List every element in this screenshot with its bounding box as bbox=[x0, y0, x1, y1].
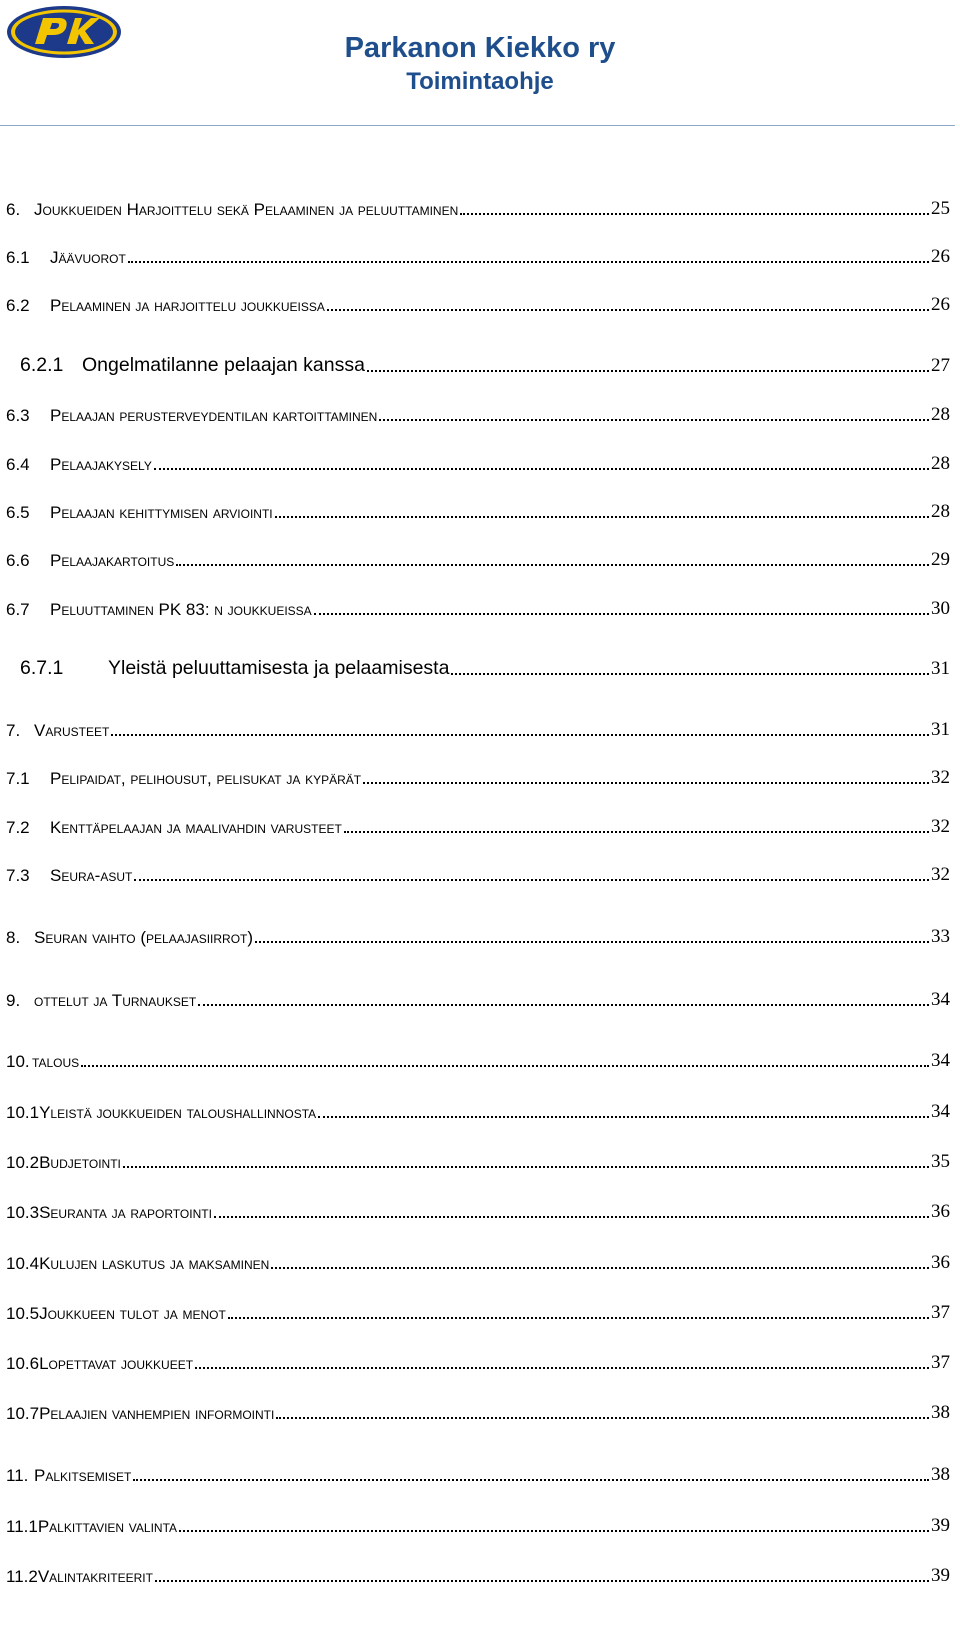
toc-entry-page: 38 bbox=[931, 1402, 950, 1423]
toc-entry-page: 34 bbox=[931, 1101, 950, 1122]
toc-dot-leader bbox=[255, 941, 929, 943]
toc-entry-title: Pelaajakysely bbox=[50, 455, 152, 474]
toc-entry-page: 37 bbox=[931, 1302, 950, 1323]
toc-dot-leader bbox=[81, 1065, 929, 1067]
toc-dot-leader bbox=[314, 613, 929, 615]
toc-entry-number: 6.6 bbox=[6, 551, 30, 570]
toc-dot-leader bbox=[228, 1317, 929, 1319]
toc-entry-title: Kenttäpelaajan ja maalivahdin varusteet bbox=[50, 818, 342, 837]
toc-entry-page: 35 bbox=[931, 1151, 950, 1172]
toc-entry-number: 10.2 bbox=[6, 1153, 40, 1172]
toc-entry-title: talous bbox=[32, 1052, 80, 1071]
toc-dot-leader bbox=[318, 1116, 929, 1118]
toc-entry[interactable] bbox=[6, 1147, 950, 1173]
toc-dot-leader bbox=[179, 1530, 929, 1532]
toc-entry-title: Joukkueiden Harjoittelu sekä Pelaaminen ja peluuttaminen bbox=[34, 200, 459, 219]
toc-entry[interactable] bbox=[20, 351, 950, 377]
toc-entry-number: 9. bbox=[6, 991, 21, 1010]
toc-entry-number: 6.7 bbox=[6, 600, 30, 619]
toc-dot-leader bbox=[155, 1580, 929, 1582]
toc-entry-page: 25 bbox=[931, 198, 950, 219]
document-title: Parkanon Kiekko ry bbox=[344, 32, 616, 64]
toc-entry[interactable] bbox=[6, 1046, 950, 1072]
toc-entry-title: Pelaaminen ja harjoittelu joukkueissa bbox=[50, 296, 325, 315]
toc-entry-title: Pelipaidat, pelihousut, pelisukat ja kypärät bbox=[50, 769, 362, 788]
toc-entry-title: Pelaajakartoitus bbox=[50, 551, 175, 570]
toc-dot-leader bbox=[195, 1367, 929, 1369]
toc-entry-page: 39 bbox=[931, 1565, 950, 1586]
toc-entry-number: 10.4 bbox=[6, 1254, 40, 1273]
toc-entry-number: 6.4 bbox=[6, 455, 30, 474]
toc-entry-number: 10. bbox=[6, 1052, 30, 1071]
toc-entry-number: 10.3 bbox=[6, 1203, 40, 1222]
toc-dot-leader bbox=[198, 1004, 929, 1006]
toc-entry-page: 28 bbox=[931, 404, 950, 425]
toc-entry-number: 7.1 bbox=[6, 769, 30, 788]
toc-entry[interactable] bbox=[6, 1398, 950, 1424]
toc-entry-number: 11. bbox=[6, 1466, 29, 1485]
toc-entry[interactable] bbox=[6, 290, 950, 316]
toc-entry-number: 11.1 bbox=[6, 1517, 38, 1536]
toc-entry-title: Varusteet bbox=[34, 721, 110, 740]
toc-dot-leader bbox=[451, 673, 929, 675]
toc-entry[interactable] bbox=[6, 1348, 950, 1374]
toc-dot-leader bbox=[176, 564, 929, 566]
toc-entry[interactable] bbox=[6, 1197, 950, 1223]
toc-entry[interactable] bbox=[6, 242, 950, 268]
toc-entry-number: 8. bbox=[6, 928, 21, 947]
toc-entry-page: 32 bbox=[931, 864, 950, 885]
toc-entry-page: 27 bbox=[931, 355, 950, 376]
toc-entry-number: 7. bbox=[6, 721, 21, 740]
toc-dot-leader bbox=[134, 879, 929, 881]
toc-entry-title: Valintakriteerit bbox=[37, 1567, 153, 1586]
toc-entry-page: 31 bbox=[931, 658, 950, 679]
toc-dot-leader bbox=[460, 213, 929, 215]
toc-entry-number: 10.6 bbox=[6, 1354, 40, 1373]
toc-entry[interactable] bbox=[20, 654, 950, 680]
toc-entry-number: 6.5 bbox=[6, 503, 30, 522]
toc-entry-number: 10.1 bbox=[6, 1103, 40, 1122]
toc-entry-title: Seuran vaihto (pelaajasiirrot) bbox=[34, 928, 254, 947]
toc-entry-page: 32 bbox=[931, 816, 950, 837]
toc-entry[interactable] bbox=[6, 497, 950, 523]
toc-dot-leader bbox=[276, 1417, 929, 1419]
toc-entry-number: 6.2.1 bbox=[20, 354, 64, 376]
toc-entry-title: Pelaajan kehittymisen arviointi bbox=[50, 503, 273, 522]
toc-dot-leader bbox=[367, 370, 929, 372]
toc-entry-title: Pelaajan perusterveydentilan kartoittaminen bbox=[50, 406, 378, 425]
toc-dot-leader bbox=[344, 831, 929, 833]
toc-entry-number: 10.7 bbox=[6, 1404, 40, 1423]
toc-dot-leader bbox=[133, 1479, 929, 1481]
toc-entry[interactable] bbox=[6, 449, 950, 475]
toc-entry-title: Peluuttaminen PK 83: n joukkueissa bbox=[50, 600, 312, 619]
toc-entry-page: 36 bbox=[931, 1201, 950, 1222]
toc-entry[interactable] bbox=[6, 1298, 950, 1324]
toc-entry-page: 34 bbox=[931, 1050, 950, 1071]
toc-dot-leader bbox=[327, 309, 929, 311]
toc-entry-title: Seuranta ja raportointi bbox=[39, 1203, 212, 1222]
toc-entry-page: 26 bbox=[931, 294, 950, 315]
toc-entry[interactable] bbox=[6, 1248, 950, 1274]
toc-entry[interactable] bbox=[6, 1561, 950, 1587]
toc-dot-leader bbox=[123, 1166, 929, 1168]
toc-entry-number: 6.3 bbox=[6, 406, 30, 425]
toc-entry[interactable] bbox=[6, 860, 950, 886]
toc-entry-page: 31 bbox=[931, 719, 950, 740]
toc-entry-title: Kulujen laskutus ja maksaminen bbox=[39, 1254, 270, 1273]
toc-entry[interactable] bbox=[6, 594, 950, 620]
document-subtitle: Toimintaohje bbox=[406, 68, 554, 95]
toc-entry[interactable] bbox=[6, 545, 950, 571]
toc-entry[interactable] bbox=[6, 1511, 950, 1537]
toc-entry-page: 28 bbox=[931, 501, 950, 522]
toc-entry-title: Ongelmatilanne pelaajan kanssa bbox=[82, 354, 365, 376]
toc-entry-title: Jäävuorot bbox=[50, 248, 126, 267]
toc-dot-leader bbox=[111, 734, 929, 736]
toc-entry-number: 7.3 bbox=[6, 866, 30, 885]
toc-entry[interactable] bbox=[6, 400, 950, 426]
header-divider bbox=[0, 125, 955, 126]
toc-entry[interactable] bbox=[6, 922, 950, 948]
toc-entry-page: 39 bbox=[931, 1515, 950, 1536]
toc-entry-title: Palkitsemiset bbox=[34, 1466, 132, 1485]
toc-entry-page: 34 bbox=[931, 989, 950, 1010]
toc-dot-leader bbox=[154, 468, 929, 470]
toc-entry-number: 10.5 bbox=[6, 1304, 40, 1323]
toc-entry-page: 33 bbox=[931, 926, 950, 947]
toc-entry-page: 37 bbox=[931, 1352, 950, 1373]
toc-entry-title: Joukkueen tulot ja menot bbox=[39, 1304, 226, 1323]
toc-entry-title: ottelut ja Turnaukset bbox=[34, 991, 197, 1010]
toc-entry-number: 7.2 bbox=[6, 818, 30, 837]
toc-dot-leader bbox=[379, 419, 929, 421]
toc-entry-title: Lopettavat joukkueet bbox=[39, 1354, 194, 1373]
toc-entry-title: Yleistä peluuttamisesta ja pelaamisesta bbox=[108, 657, 450, 679]
toc-entry[interactable] bbox=[6, 1460, 950, 1486]
toc-entry-number: 6.1 bbox=[6, 248, 30, 267]
toc-entry-title: Palkittavien valinta bbox=[37, 1517, 178, 1536]
toc-entry-page: 29 bbox=[931, 549, 950, 570]
toc-entry[interactable] bbox=[6, 194, 950, 220]
toc-dot-leader bbox=[214, 1216, 929, 1218]
toc-entry-page: 32 bbox=[931, 767, 950, 788]
toc-entry[interactable] bbox=[6, 1097, 950, 1123]
toc-entry-number: 11.2 bbox=[6, 1567, 38, 1586]
toc-entry-number: 6.7.1 bbox=[20, 657, 64, 679]
toc-entry-page: 28 bbox=[931, 453, 950, 474]
toc-entry-title: Budjetointi bbox=[39, 1153, 121, 1172]
toc-entry-number: 6. bbox=[6, 200, 21, 219]
toc-entry[interactable] bbox=[6, 985, 950, 1011]
toc-dot-leader bbox=[363, 782, 929, 784]
toc-entry-page: 36 bbox=[931, 1252, 950, 1273]
toc-entry-page: 26 bbox=[931, 246, 950, 267]
toc-entry-page: 30 bbox=[931, 598, 950, 619]
toc-dot-leader bbox=[271, 1267, 929, 1269]
toc-entry[interactable] bbox=[6, 715, 950, 741]
toc-entry-title: Yleistä joukkueiden taloushallinnosta bbox=[39, 1103, 317, 1122]
toc-entry-title: Seura-asut bbox=[50, 866, 133, 885]
toc-dot-leader bbox=[128, 261, 929, 263]
toc-entry[interactable] bbox=[6, 763, 950, 789]
toc-dot-leader bbox=[275, 516, 929, 518]
toc-entry[interactable] bbox=[6, 812, 950, 838]
toc-entry-title: Pelaajien vanhempien informointi bbox=[39, 1404, 275, 1423]
toc-entry-page: 38 bbox=[931, 1464, 950, 1485]
toc-entry-number: 6.2 bbox=[6, 296, 30, 315]
